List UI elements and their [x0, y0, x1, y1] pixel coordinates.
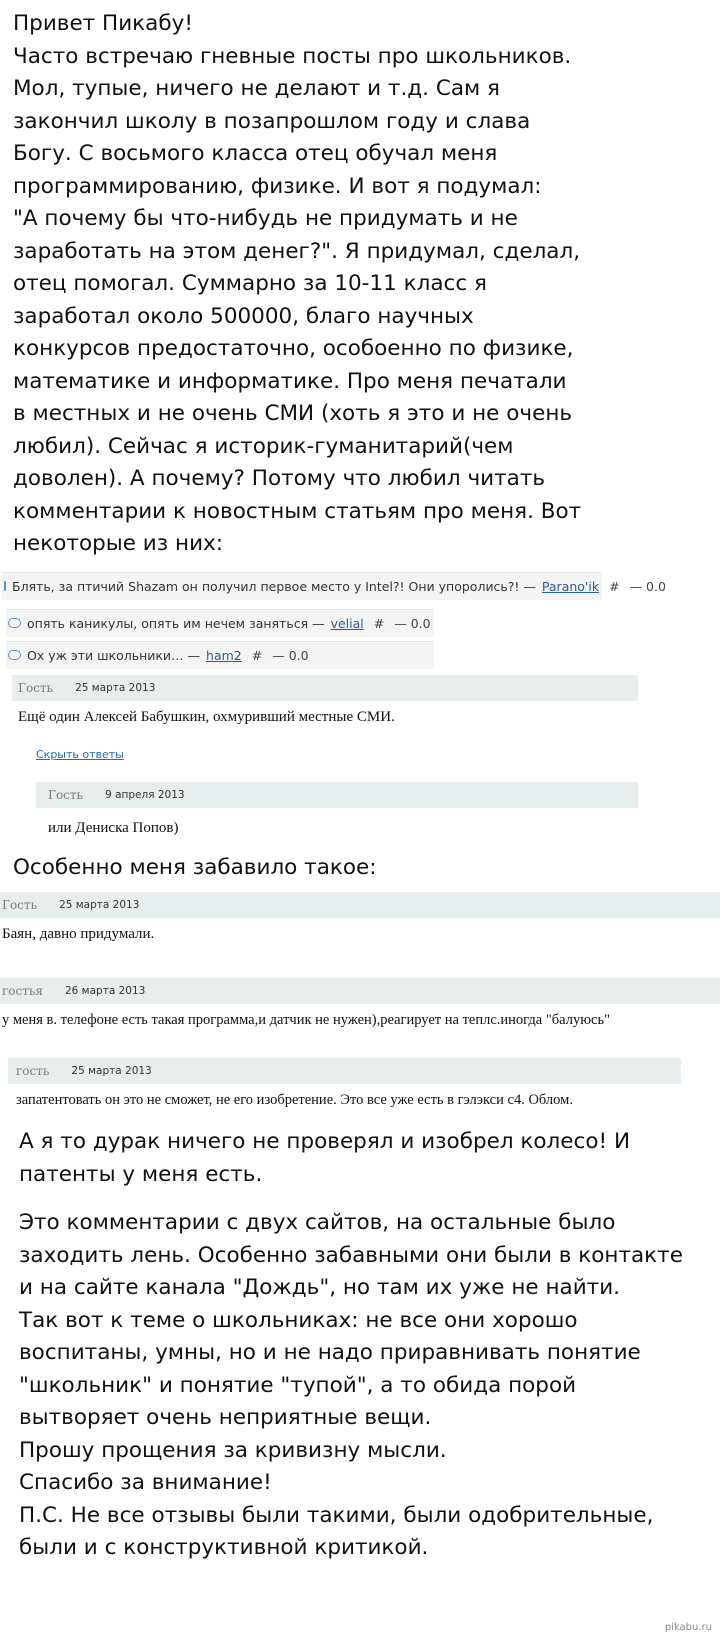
reply-header	[36, 782, 638, 808]
intro-line: отец помогал. Суммарно за 10-11 класс я	[13, 271, 487, 296]
intro-line: Богу. С восьмого класса отец обучал меня	[13, 141, 498, 166]
comment-strip	[2, 572, 666, 600]
intro-line: любил). Сейчас я историк-гуманитарий(чем	[13, 433, 514, 459]
comment-header	[12, 675, 638, 701]
comment-score: — 0.0	[272, 648, 309, 663]
outro-line: вытворяет очень неприятные вещи.	[19, 1405, 432, 1430]
comment-author-link[interactable]: velial	[330, 616, 364, 631]
intro-line: "А почему бы что-нибудь не придумать и не	[13, 206, 518, 231]
site-watermark: pikabu.ru	[664, 1622, 712, 1633]
comment-author: Гость	[18, 681, 54, 695]
reaction-text	[19, 1126, 709, 1191]
comment-bubble-icon	[8, 618, 21, 628]
comment-author: Гость	[2, 898, 38, 912]
comment-date: 25 марта 2013	[75, 682, 156, 694]
outro-line: и на сайте канала "Дождь", но там их уже не найти.	[19, 1275, 621, 1300]
intro-text	[13, 8, 703, 561]
intro-line: доволен). А почему? Потому что любил читать	[13, 466, 546, 491]
comment-date: 25 марта 2013	[71, 1065, 152, 1077]
intro-line: Привет Пикабу!	[13, 11, 193, 36]
comment-author: гость	[16, 1064, 50, 1078]
intro-line: Мол, тупые, ничего не делают и т.д. Сам я	[13, 76, 500, 101]
comment-score: — 0.0	[629, 579, 666, 594]
comment-header	[0, 892, 720, 918]
comment-text: запатентовать он это не сможет, не его изобретение. Это все уже есть в гэлэкси с4. Облом.	[16, 1092, 573, 1108]
intro-line: комментарии к новостным статьям про меня. Вот	[13, 498, 582, 524]
outro-line: заходить лень. Особенно забавными они были в контакте	[19, 1242, 683, 1268]
intro-line: конкурсов предостаточно, особоенно по физике,	[13, 336, 574, 361]
comment-score: — 0.0	[394, 616, 431, 631]
intro-line: некоторые из них:	[13, 531, 224, 556]
comment-author-link[interactable]: Parano'ik	[541, 579, 600, 594]
mid-text	[13, 852, 703, 885]
comment-bubble-icon	[4, 581, 6, 591]
outro-line: "школьник" и понятие "тупой", а то обида порой	[19, 1372, 577, 1398]
intro-line: закончил школу в позапрошлом году и слава	[13, 108, 531, 134]
comment-header	[8, 1058, 681, 1084]
comment-date: 25 марта 2013	[59, 899, 140, 911]
comment-header	[0, 978, 720, 1004]
intro-line: Часто встречаю гневные посты про школьников.	[13, 43, 572, 69]
outro-line: П.С. Не все отзывы были такими, были одобрительные,	[19, 1502, 654, 1528]
comment-date: 26 марта 2013	[64, 985, 146, 997]
comment-author-link[interactable]: ham2	[206, 648, 242, 663]
outro-text	[19, 1207, 709, 1565]
comment-text: Ещё один Алексей Бабушкин, охмуривший местные СМИ.	[18, 709, 395, 725]
comment-permalink[interactable]: #	[373, 616, 385, 631]
intro-line: заработал около 500000, благо научных	[13, 303, 474, 329]
mid-line: Особенно меня забавило такое:	[13, 855, 377, 880]
intro-line: заработать на этом денег?". Я придумал, сделал,	[13, 238, 581, 264]
comment-permalink[interactable]: #	[251, 648, 263, 663]
reaction-line: патенты у меня есть.	[19, 1161, 263, 1187]
comment-text: Ох уж эти школьники… —	[27, 648, 201, 663]
comment-strip	[6, 609, 434, 637]
outro-line: были и с конструктивной критикой.	[19, 1535, 429, 1560]
comment-text: опять каникулы, опять им нечем заняться —	[27, 616, 325, 631]
comment-permalink[interactable]: #	[609, 579, 620, 594]
intro-line: в местных и не очень СМИ (хоть я это и не очень	[13, 401, 573, 426]
comment-author: гостья	[2, 984, 43, 998]
outro-line: Спасибо за внимание!	[19, 1470, 272, 1495]
comment-author: Гость	[48, 788, 84, 802]
comment-bubble-icon	[8, 650, 21, 660]
reply-text: или Дениска Попов)	[48, 820, 179, 836]
comment-text: Баян, давно придумали.	[2, 926, 155, 942]
comment-text: Блять, за птичий Shazam он получил первое место у Intel?! Они упоролись?! —	[12, 579, 536, 594]
comment-strip	[6, 641, 434, 669]
outro-line: Так вот к теме о школьниках: не все они хорошо	[19, 1307, 578, 1333]
reaction-line: А я то дурак ничего не проверял и изобрел колесо! И	[19, 1129, 631, 1154]
hide-replies-link[interactable]: Скрыть ответы	[36, 748, 124, 761]
comment-text: у меня в. телефоне есть такая программа,и датчик не нужен),реагирует на теплс.иногда "балуюсь"	[2, 1012, 610, 1028]
outro-line: Это комментарии с двух сайтов, на остальные было	[19, 1210, 616, 1235]
outro-line: Прошу прощения за кривизну мысли.	[19, 1437, 447, 1463]
outro-line: воспитаны, умны, но и не надо приравнивать понятие	[19, 1340, 641, 1365]
intro-line: математике и информатике. Про меня печатали	[13, 368, 567, 394]
intro-line: программированию, физике. И вот я подумал:	[13, 173, 542, 199]
comment-date: 9 апреля 2013	[105, 789, 185, 801]
